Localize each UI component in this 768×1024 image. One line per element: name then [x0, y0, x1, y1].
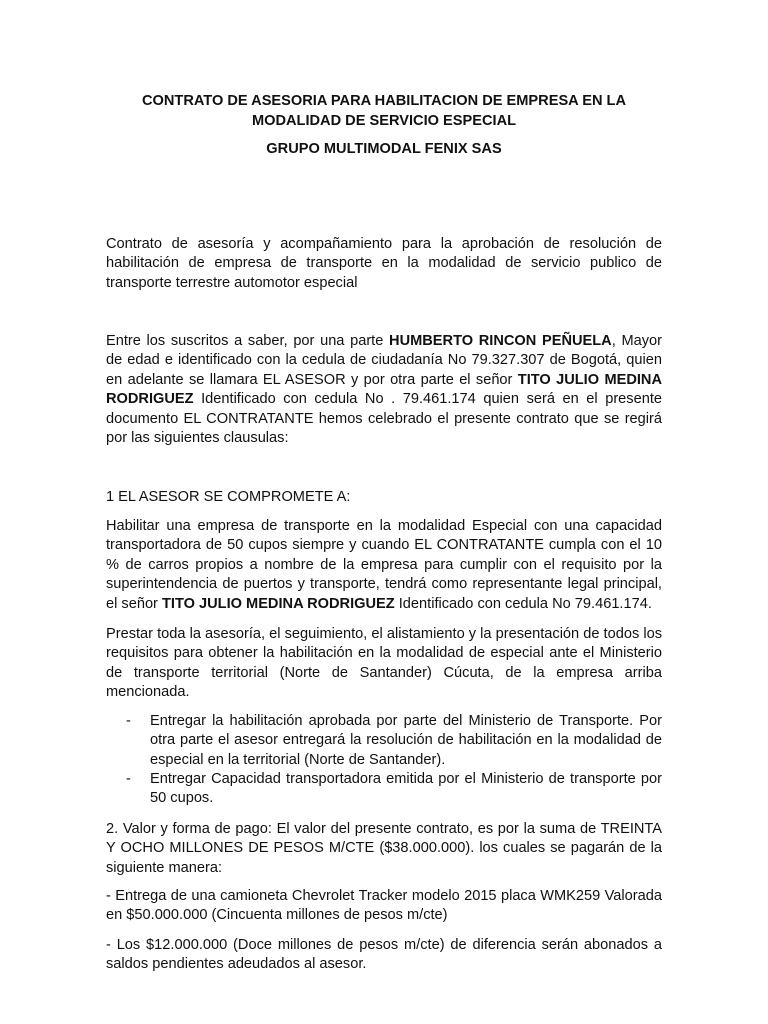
client-name: TITO JULIO MEDINA RODRIGUEZ	[106, 371, 663, 408]
clause-1-paragraph-2: Prestar toda la asesoría, el seguimiento, el alistamiento y la presentación de todos los requisitos para obtener la habilitación en la modalidad de especial ante el Ministerio de transporte territorial (Norte de Santander) Cúcuta, de la empresa arriba mencionada.	[106, 626, 662, 701]
clause-1-text-2: Identificado con cedula No 79.461.174.	[394, 595, 652, 612]
bullet-item	[128, 712, 662, 770]
payment-item-1: - Entrega de una camioneta Chevrolet Tracker modelo 2015 placa WMK259 Valorada en $50.000.000 (Cincuenta millones de pesos m/cte)	[106, 888, 662, 924]
bullet-item	[128, 770, 662, 809]
clause-1-heading: 1 EL ASESOR SE COMPROMETE A:	[106, 489, 351, 505]
bullet-dash: -	[126, 771, 131, 787]
clause-2-paragraph: 2. Valor y forma de pago: El valor del presente contrato, es por la suma de TREINTA Y OCHO MILLONES DE PESOS M/CTE ($38.000.000). los cuales se pagarán de la siguiente manera:	[106, 821, 662, 876]
parties-paragraph	[106, 332, 662, 448]
bullet-text: Entregar Capacidad transportadora emitida por el Ministerio de transporte por 50 cupos.	[150, 771, 662, 807]
parties-text-2: , Mayor de edad e identificado con la cedula de ciudadanía No 79.327.307 de Bogotá, quien en adelante se llamara EL ASESOR y por otra parte el señor	[106, 333, 662, 388]
company-name: GRUPO MULTIMODAL FENIX SAS	[266, 141, 502, 157]
intro-paragraph: Contrato de asesoría y acompañamiento para la aprobación de resolución de habilitación de empresa de transporte en la modalidad de servicio publico de transporte terrestre automotor especial	[106, 236, 662, 291]
clause-1-text-1: Habilitar una empresa de transporte en la modalidad Especial con una capacidad transportadora de 50 cupos siempre y cuando EL CONTRATANTE cumpla con el 10 % de carros propios a nombre de la empresa para cumplir con el requisito por la superintendencia de puertos y transporte, tendrá como representante legal principal, el señor	[106, 518, 662, 612]
client-name-repeat: TITO JULIO MEDINA RODRIGUEZ	[161, 595, 395, 612]
parties-text-1: Entre los suscritos a saber, por una parte	[106, 333, 390, 349]
bullet-text: Entregar la habilitación aprobada por parte del Ministerio de Transporte. Por otra parte el asesor entregará la resolución de habilitación en la modalidad de especial en la territorial (Norte de Santander).	[150, 713, 662, 768]
bullet-dash: -	[126, 713, 131, 729]
clause-1-paragraph-1	[106, 517, 662, 614]
document-title: CONTRATO DE ASESORIA PARA HABILITACION DE EMPRESA EN LA MODALIDAD DE SERVICIO ESPECIAL	[141, 93, 627, 129]
advisor-name: HUMBERTO RINCON PEÑUELA	[389, 333, 612, 349]
parties-text-3: Identificado con cedula No . 79.461.174 quien será en el presente documento EL CONTRATANTE hemos celebrado el presente contrato que se regirá por las siguientes clausulas:	[106, 391, 662, 447]
payment-item-2: - Los $12.000.000 (Doce millones de pesos m/cte) de diferencia serán abonados a saldos pendientes adeudados al asesor.	[106, 937, 662, 973]
